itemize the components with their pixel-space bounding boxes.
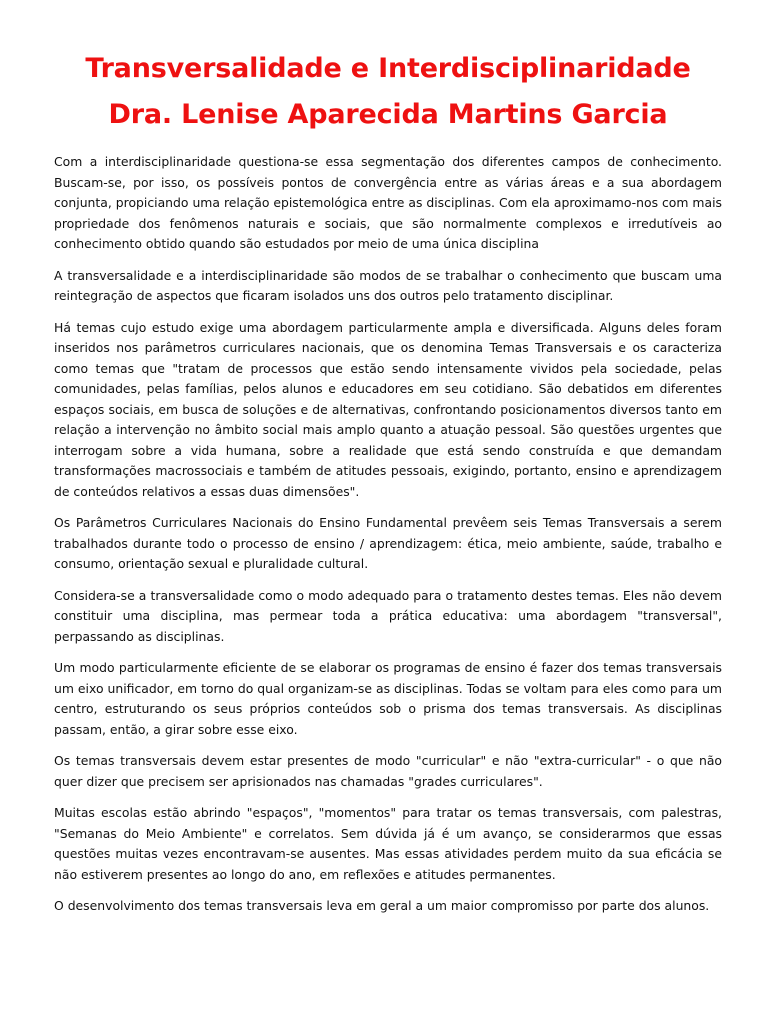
document-title: Transversalidade e Interdisciplinaridade (85, 53, 691, 84)
paragraph: Os Parâmetros Curriculares Nacionais do Ensino Fundamental prevêem seis Temas Transversais a serem trabalhados durante todo o processo de ensino / aprendizagem: ética, meio ambiente, saúde, trabalho e consumo, orientação sexual e pluralidade cultural. (54, 515, 722, 571)
paragraph: Com a interdisciplinaridade questiona-se essa segmentação dos diferentes campos de conhecimento. Buscam-se, por isso, os possíveis pontos de convergência entre as várias áreas e a sua abordagem conjunta, propiciando uma relação epistemológica entre as disciplinas. Com ela aproximamo-nos com mais propriedade dos fenômenos naturais e sociais, que são normalmente complexos e irredutíveis ao conhecimento obtido quando são estudados por meio de uma única disciplina (54, 154, 722, 251)
paragraph: Os temas transversais devem estar presentes de modo "curricular" e não "extra-curricular" - o que não quer dizer que precisem ser aprisionados nas chamadas "grades curriculares". (54, 753, 722, 789)
paragraph: Um modo particularmente eficiente de se elaborar os programas de ensino é fazer dos temas transversais um eixo unificador, em torno do qual organizam-se as disciplinas. Todas se voltam para eles como para um centro, estruturando os seus próprios conteúdos sob o prisma dos temas transversais. As disciplinas passam, então, a girar sobre esse eixo. (54, 660, 722, 737)
paragraph: Muitas escolas estão abrindo "espaços", "momentos" para tratar os temas transversais, com palestras, "Semanas do Meio Ambiente" e correlatos. Sem dúvida já é um avanço, se considerarmos que essas questões muitas vezes encontravam-se ausentes. Mas essas atividades perdem muito da sua eficácia se não estiverem presentes ao longo do ano, em reflexões e atitudes permanentes. (54, 805, 722, 882)
paragraph: Há temas cujo estudo exige uma abordagem particularmente ampla e diversificada. Alguns deles foram inseridos nos parâmetros curriculares nacionais, que os denomina Temas Transversais e os caracteriza como temas que "tratam de processos que estão sendo intensamente vividos pela sociedade, pelas comunidades, pelas famílias, pelos alunos e educadores em seu cotidiano. São debatidos em diferentes espaços sociais, em busca de soluções e de alternativas, confrontando posicionamentos diversos tanto em relação a intervenção no âmbito social mais amplo quanto a atuação pessoal. São questões urgentes que interrogam sobre a vida humana, sobre a realidade que está sendo construída e que demandam transformações macrossociais e também de atitudes pessoais, exigindo, portanto, ensino e aprendizagem de conteúdos relativos a essas duas dimensões". (54, 319, 722, 499)
title-block (54, 46, 722, 138)
document-author: Dra. Lenise Aparecida Martins Garcia (108, 99, 668, 130)
paragraph: A transversalidade e a interdisciplinaridade são modos de se trabalhar o conhecimento que buscam uma reintegração de aspectos que ficaram isolados uns dos outros pelo tratamento disciplinar. (54, 267, 722, 303)
paragraph: Considera-se a transversalidade como o modo adequado para o tratamento destes temas. Eles não devem constituir uma disciplina, mas permear toda a prática educativa: uma abordagem "transversal", perpassando as disciplinas. (54, 587, 722, 644)
paragraph: O desenvolvimento dos temas transversais leva em geral a um maior compromisso por parte dos alunos. (54, 898, 710, 913)
